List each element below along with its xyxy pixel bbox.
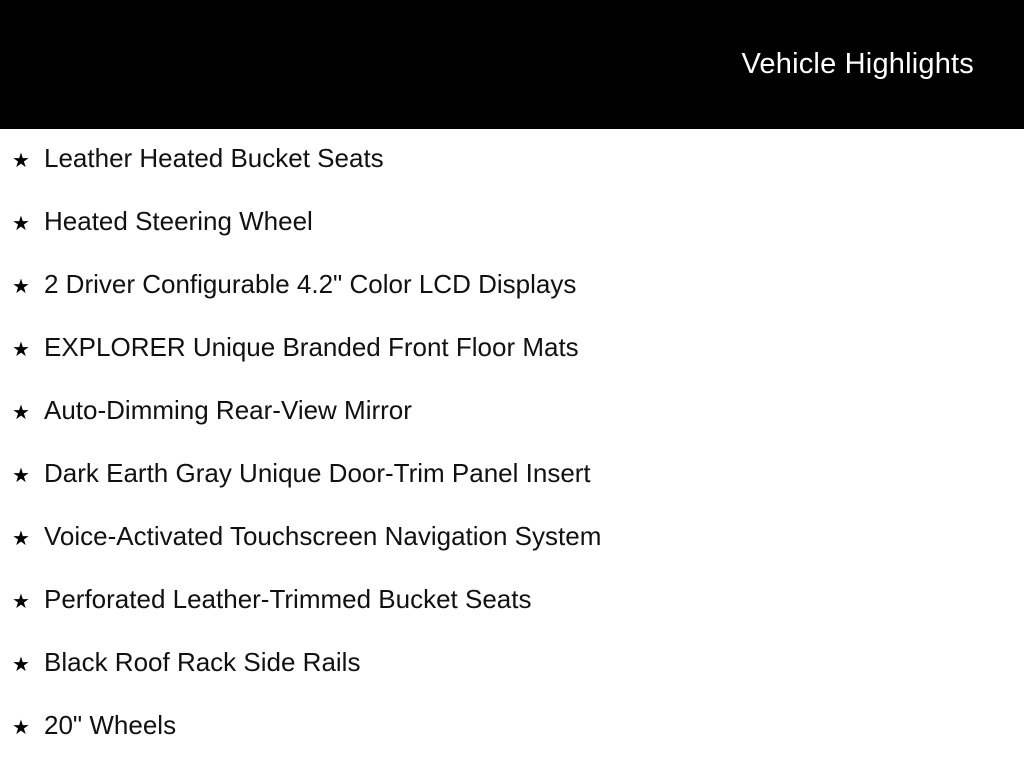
list-item-label: Perforated Leather-Trimmed Bucket Seats bbox=[44, 584, 532, 614]
list-item bbox=[0, 334, 1024, 397]
list-item-label: 20" Wheels bbox=[44, 710, 177, 740]
star-bullet-icon: ★ bbox=[12, 717, 30, 739]
star-bullet-icon: ★ bbox=[12, 339, 30, 361]
star-bullet-icon: ★ bbox=[12, 402, 30, 424]
header-bar bbox=[0, 0, 1024, 129]
list-item-label: Leather Heated Bucket Seats bbox=[44, 143, 384, 173]
list-item bbox=[0, 523, 1024, 586]
list-item-label: EXPLORER Unique Branded Front Floor Mats bbox=[44, 332, 579, 362]
list-item bbox=[0, 649, 1024, 712]
star-bullet-icon: ★ bbox=[12, 276, 30, 298]
list-item bbox=[0, 208, 1024, 271]
list-item bbox=[0, 145, 1024, 208]
vehicle-highlights-list bbox=[0, 129, 1024, 775]
star-bullet-icon: ★ bbox=[12, 654, 30, 676]
list-item bbox=[0, 586, 1024, 649]
star-bullet-icon: ★ bbox=[12, 528, 30, 550]
list-item-label: Heated Steering Wheel bbox=[44, 206, 313, 236]
star-bullet-icon: ★ bbox=[12, 465, 30, 487]
star-bullet-icon: ★ bbox=[12, 150, 30, 172]
list-item bbox=[0, 460, 1024, 523]
star-bullet-icon: ★ bbox=[12, 213, 30, 235]
list-item-label: 2 Driver Configurable 4.2" Color LCD Displays bbox=[44, 269, 577, 299]
star-bullet-icon: ★ bbox=[12, 591, 30, 613]
list-item-label: Black Roof Rack Side Rails bbox=[44, 647, 361, 677]
page-title: Vehicle Highlights bbox=[741, 48, 974, 80]
list-item-label: Dark Earth Gray Unique Door-Trim Panel Insert bbox=[44, 458, 591, 488]
list-item bbox=[0, 712, 1024, 775]
list-item bbox=[0, 271, 1024, 334]
list-item-label: Voice-Activated Touchscreen Navigation System bbox=[44, 521, 602, 551]
list-item-label: Auto-Dimming Rear-View Mirror bbox=[44, 395, 412, 425]
list-item bbox=[0, 397, 1024, 460]
